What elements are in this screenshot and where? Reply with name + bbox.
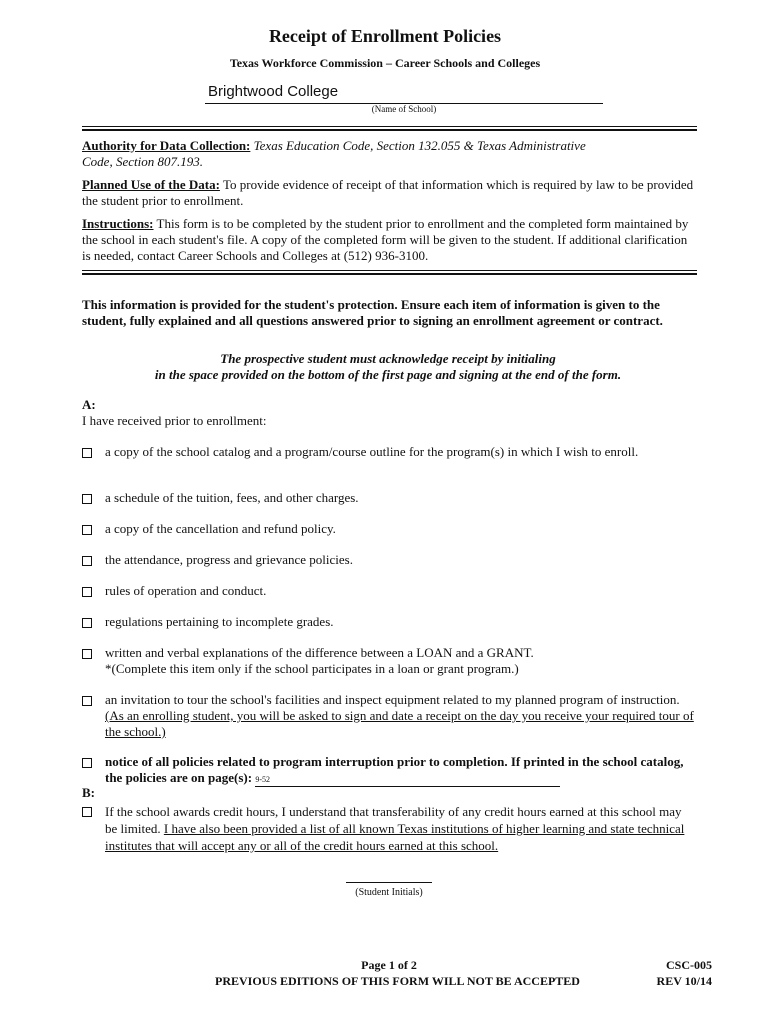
school-name-field[interactable]: Brightwood College — [208, 83, 339, 100]
footer-warning: PREVIOUS EDITIONS OF THIS FORM WILL NOT BE ACCEPTED — [215, 974, 580, 988]
list-item — [82, 754, 694, 787]
authority-section — [82, 138, 694, 170]
pages-field[interactable]: 9-52 — [255, 774, 560, 787]
authority-label: Authority for Data Collection: — [82, 138, 251, 153]
list-item — [82, 444, 694, 460]
checkbox[interactable] — [82, 649, 92, 659]
acknowledge-line-2: in the space provided on the bottom of the first page and signing at the end of the form. — [154, 367, 622, 382]
list-item — [82, 803, 694, 854]
form-title: Receipt of Enrollment Policies — [268, 26, 502, 46]
item-text: If the school awards credit hours, I understand that transferability of any credit hours earned at this school may be limited. — [105, 804, 682, 836]
authority-text-line1: Texas Education Code, Section 132.055 & Texas Administrative — [253, 138, 586, 153]
checkbox[interactable] — [82, 525, 92, 535]
item-text: a copy of the cancellation and refund policy. — [105, 521, 336, 536]
list-item — [82, 521, 694, 537]
top-divider — [82, 126, 697, 131]
list-item — [82, 552, 694, 568]
form-code: CSC-005 — [665, 958, 712, 972]
instructions-section — [82, 216, 694, 264]
item-text: a copy of the school catalog and a program/course outline for the program(s) in which I wish to enroll. — [105, 444, 639, 459]
checkbox[interactable] — [82, 556, 92, 566]
checkbox[interactable] — [82, 587, 92, 597]
item-text: regulations pertaining to incomplete grades. — [105, 614, 334, 629]
list-item — [82, 645, 694, 677]
checkbox[interactable] — [82, 448, 92, 458]
checkbox[interactable] — [82, 696, 92, 706]
section-a-intro: I have received prior to enrollment: — [82, 413, 267, 428]
item-text: an invitation to tour the school's facilities and inspect equipment related to my planned program of instruction. — [105, 692, 680, 707]
initials-caption: (Student Initials) — [355, 887, 423, 898]
item-text: a schedule of the tuition, fees, and other charges. — [105, 490, 359, 505]
instructions-text: This form is to be completed by the student prior to enrollment and the completed form maintained by the school in each student's file. A copy of the completed form will be given to the student. If additional clarification is needed, contact Career Schools and Colleges at (512) 936-3100. — [82, 216, 689, 263]
protection-notice: This information is provided for the student's protection. Ensure each item of information is given to the student, fully explained and all questions answered prior to signing an enrollment agreement or contract. — [82, 297, 663, 328]
school-name-caption: (Name of School) — [371, 104, 437, 114]
list-item — [82, 490, 694, 506]
page-number: Page 1 of 2 — [361, 958, 417, 972]
checkbox[interactable] — [82, 494, 92, 504]
planned-use-section — [82, 177, 694, 209]
section-b-label: B: — [82, 785, 95, 800]
list-item — [82, 692, 694, 740]
checkbox[interactable] — [82, 618, 92, 628]
authority-text-line2: Code, Section 807.193. — [82, 154, 203, 169]
item-note: *(Complete this item only if the school participates in a loan or grant program.) — [105, 661, 519, 676]
item-text: the attendance, progress and grievance policies. — [105, 552, 353, 567]
initials-line[interactable] — [346, 882, 432, 883]
item-text: written and verbal explanations of the difference between a LOAN and a GRANT. — [105, 645, 534, 660]
list-item — [82, 614, 694, 630]
item-note: I have also been provided a list of all known Texas institutions of higher learning and state technical institutes that will accept any or all of the credit hours earned at this school. — [105, 821, 685, 853]
planned-use-text: To provide evidence of receipt of that information which is required by law to be provided the student prior to enrollment. — [82, 177, 694, 208]
form-revision: REV 10/14 — [656, 974, 712, 988]
form-subtitle: Texas Workforce Commission – Career Schools and Colleges — [229, 56, 541, 70]
item-text: notice of all policies related to program interruption prior to completion. If printed in the school catalog, the policies are on page(s): — [105, 754, 684, 785]
planned-use-label: Planned Use of the Data: — [82, 177, 220, 192]
checkbox[interactable] — [82, 807, 92, 817]
instructions-label: Instructions: — [82, 216, 154, 231]
section-a-label: A: — [82, 397, 96, 412]
checkbox[interactable] — [82, 758, 92, 768]
item-note: (As an enrolling student, you will be asked to sign and date a receipt on the day you receive your required tour of the school.) — [105, 708, 694, 739]
middle-divider — [82, 270, 697, 275]
list-item — [82, 583, 694, 599]
acknowledge-line-1: The prospective student must acknowledge receipt by initialing — [220, 351, 556, 366]
item-text: rules of operation and conduct. — [105, 583, 267, 598]
